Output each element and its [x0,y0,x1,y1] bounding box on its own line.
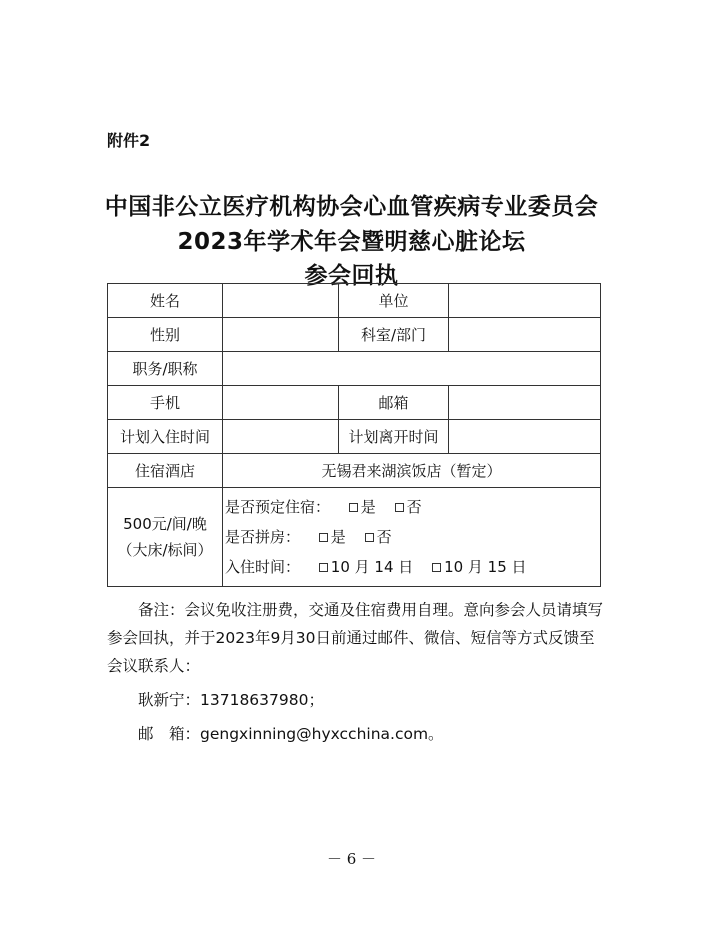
notes-section [107,596,607,754]
checkout-label: 计划离开时间 [339,420,449,454]
hotel-label: 住宿酒店 [108,454,223,488]
phone-label: 手机 [108,386,223,420]
dept-label: 科室/部门 [339,318,449,352]
price-line-1: 500元/间/晚 [123,515,207,533]
phone-field[interactable] [223,386,339,420]
position-label: 职务/职称 [108,352,223,386]
email-line: 邮 箱：gengxinning@hyxcchina.com。 [138,725,444,743]
checkin-label: 计划入住时间 [108,420,223,454]
row-gender-dept [108,318,601,352]
remark-text: 备注：会议免收注册费，交通及住宿费用自理。意向参会人员请填写参会回执，并于2023年9月30日前通过邮件、微信、短信等方式反馈至会议联系人： [107,601,604,675]
email-field[interactable] [449,386,601,420]
row-name-unit [108,284,601,318]
checkin-date-line [225,552,598,582]
reserve-option-line [225,492,598,522]
price-cell [108,488,223,587]
unit-label: 单位 [339,284,449,318]
date-oct15-checkbox[interactable] [432,563,441,572]
row-hotel [108,454,601,488]
row-lodging-options [108,488,601,587]
attachment-label: 附件2 [107,131,151,150]
share-no-label: 否 [376,528,392,546]
price-line-2: （大床/标间） [117,541,213,559]
share-question: 是否拼房： [225,528,301,546]
reserve-yes-checkbox[interactable] [349,503,358,512]
title-line-1: 中国非公立医疗机构协会心血管疾病专业委员会 [104,194,599,220]
reserve-no-checkbox[interactable] [395,503,404,512]
gender-label: 性别 [108,318,223,352]
date-oct15-label: 10 月 15 日 [444,558,527,576]
share-yes-checkbox[interactable] [319,533,328,542]
lodging-options [223,488,601,587]
share-yes-label: 是 [330,528,346,546]
reserve-yes-label: 是 [360,498,376,516]
share-option-line [225,522,598,552]
hotel-value: 无锡君来湖滨饭店（暂定） [223,454,601,488]
dept-field[interactable] [449,318,601,352]
position-field[interactable] [223,352,601,386]
page-number: － 6 － [326,850,377,868]
date-oct14-label: 10 月 14 日 [330,558,414,576]
date-oct14-checkbox[interactable] [319,563,328,572]
name-label: 姓名 [108,284,223,318]
unit-field[interactable] [449,284,601,318]
gender-field[interactable] [223,318,339,352]
checkin-field[interactable] [223,420,339,454]
title-line-2: 2023年学术年会暨明慈心脏论坛 [177,229,526,255]
share-no-checkbox[interactable] [365,533,374,542]
checkin-time-label: 入住时间： [225,558,301,576]
checkout-field[interactable] [449,420,601,454]
registration-form-table [107,283,601,587]
row-phone-email [108,386,601,420]
name-field[interactable] [223,284,339,318]
row-position [108,352,601,386]
email-label: 邮箱 [339,386,449,420]
reserve-no-label: 否 [406,498,422,516]
row-checkin-checkout [108,420,601,454]
contact-line: 耿新宁：13718637980； [138,691,324,709]
reserve-question: 是否预定住宿： [225,498,331,516]
title-line-3: 参会回执 [304,263,399,289]
